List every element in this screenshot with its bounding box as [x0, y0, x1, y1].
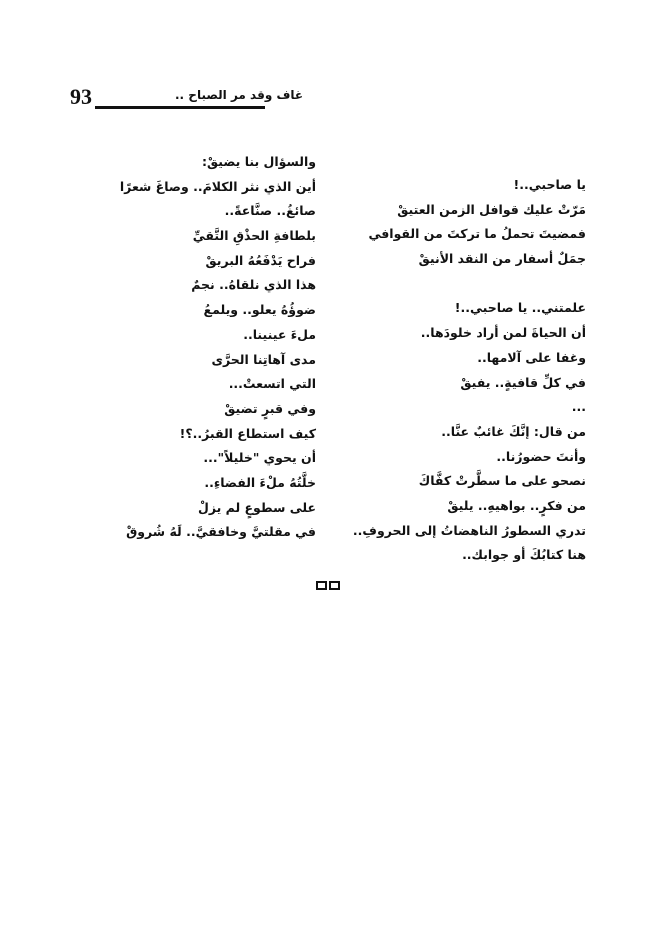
poem-line: أين الذي نثر الكلامَ.. وصاغَ شعرًا — [119, 178, 316, 194]
poem-line: من قال: إنَّكَ غائبٌ عنَّا.. — [441, 423, 586, 439]
poem-line: نصحو على ما سطَّرتْ كفَّاكَ — [418, 473, 586, 489]
poem-line: بلطافةِ الحذْقِ التَّقيِّ — [192, 228, 316, 244]
running-title: غاف وقد مر الصباح .. — [175, 88, 304, 102]
poem-line: تدري السطورُ الناهضاتُ إلى الحروفِ.. — [352, 522, 586, 538]
poem-line: هذا الذي نلقاهُ.. نجمٌ — [191, 277, 316, 293]
poem-line: في مقلتيَّ وخافقيَّ.. لَهُ شُروقْ — [126, 524, 316, 540]
poem-line: فراح يَدْفَعُهُ البريقْ — [205, 252, 316, 268]
poem-line: ضوؤُهُ يعلو.. ويلمعُ — [203, 302, 316, 318]
end-mark — [316, 581, 340, 590]
end-square-icon — [316, 581, 327, 590]
poem-line: وغفا على آلامها.. — [477, 349, 586, 365]
poem-line: والسؤال بنا يضيقْ: — [201, 154, 316, 169]
poem-line: جمَلٌ أسفار من النقد الأنيقْ — [418, 251, 586, 267]
poem-line: مَرّتْ عليك قوافل الزمن العتيقْ — [397, 201, 586, 217]
poem-column-right — [346, 173, 586, 568]
poem-line: ... — [571, 399, 586, 415]
poem-line: فمضيتَ تحملُ ما تركتَ من القوافي — [368, 226, 586, 242]
poem-line: علمتني.. يا صاحبي..! — [454, 300, 586, 316]
poem-line: أن الحياةَ لمن أراد خلودَها.. — [420, 325, 586, 341]
poem-line: وفي قبرٍ تضيقْ — [224, 400, 316, 416]
page-number: 93 — [70, 84, 92, 109]
poem-column-left — [66, 150, 316, 545]
poem-line: صائغُ.. صنَّاعةً.. — [224, 203, 316, 219]
poem-line: يا صاحبي..! — [513, 177, 586, 192]
poem-line: التي اتسعتْ... — [228, 376, 316, 392]
end-square-icon — [329, 581, 340, 590]
header-rule — [95, 106, 265, 109]
poem-line: من فكرٍ.. بواهيهِ.. يليقْ — [447, 497, 586, 513]
poem-line: ملءَ عينينا.. — [243, 326, 316, 342]
poem-line: أن يحوي "خليلاً"... — [203, 450, 316, 466]
poem-line — [346, 272, 586, 297]
poem-line: في كلِّ قافيةٍ.. يفيقْ — [460, 374, 586, 390]
poem-line: هنا كتابُكَ أو جوابك.. — [462, 547, 586, 563]
poem-line: كيف استطاع القبرُ..؟! — [179, 425, 316, 441]
poem-line: وأنتَ حضورُنا.. — [496, 448, 586, 464]
poem-line: خلَّتُهُ ملْءَ الفضاءِ.. — [204, 474, 316, 490]
poem-line: على سطوعٍ لم يزلْ — [198, 499, 316, 515]
poem-line: مدى آهاتِنا الحرَّى — [211, 351, 316, 367]
